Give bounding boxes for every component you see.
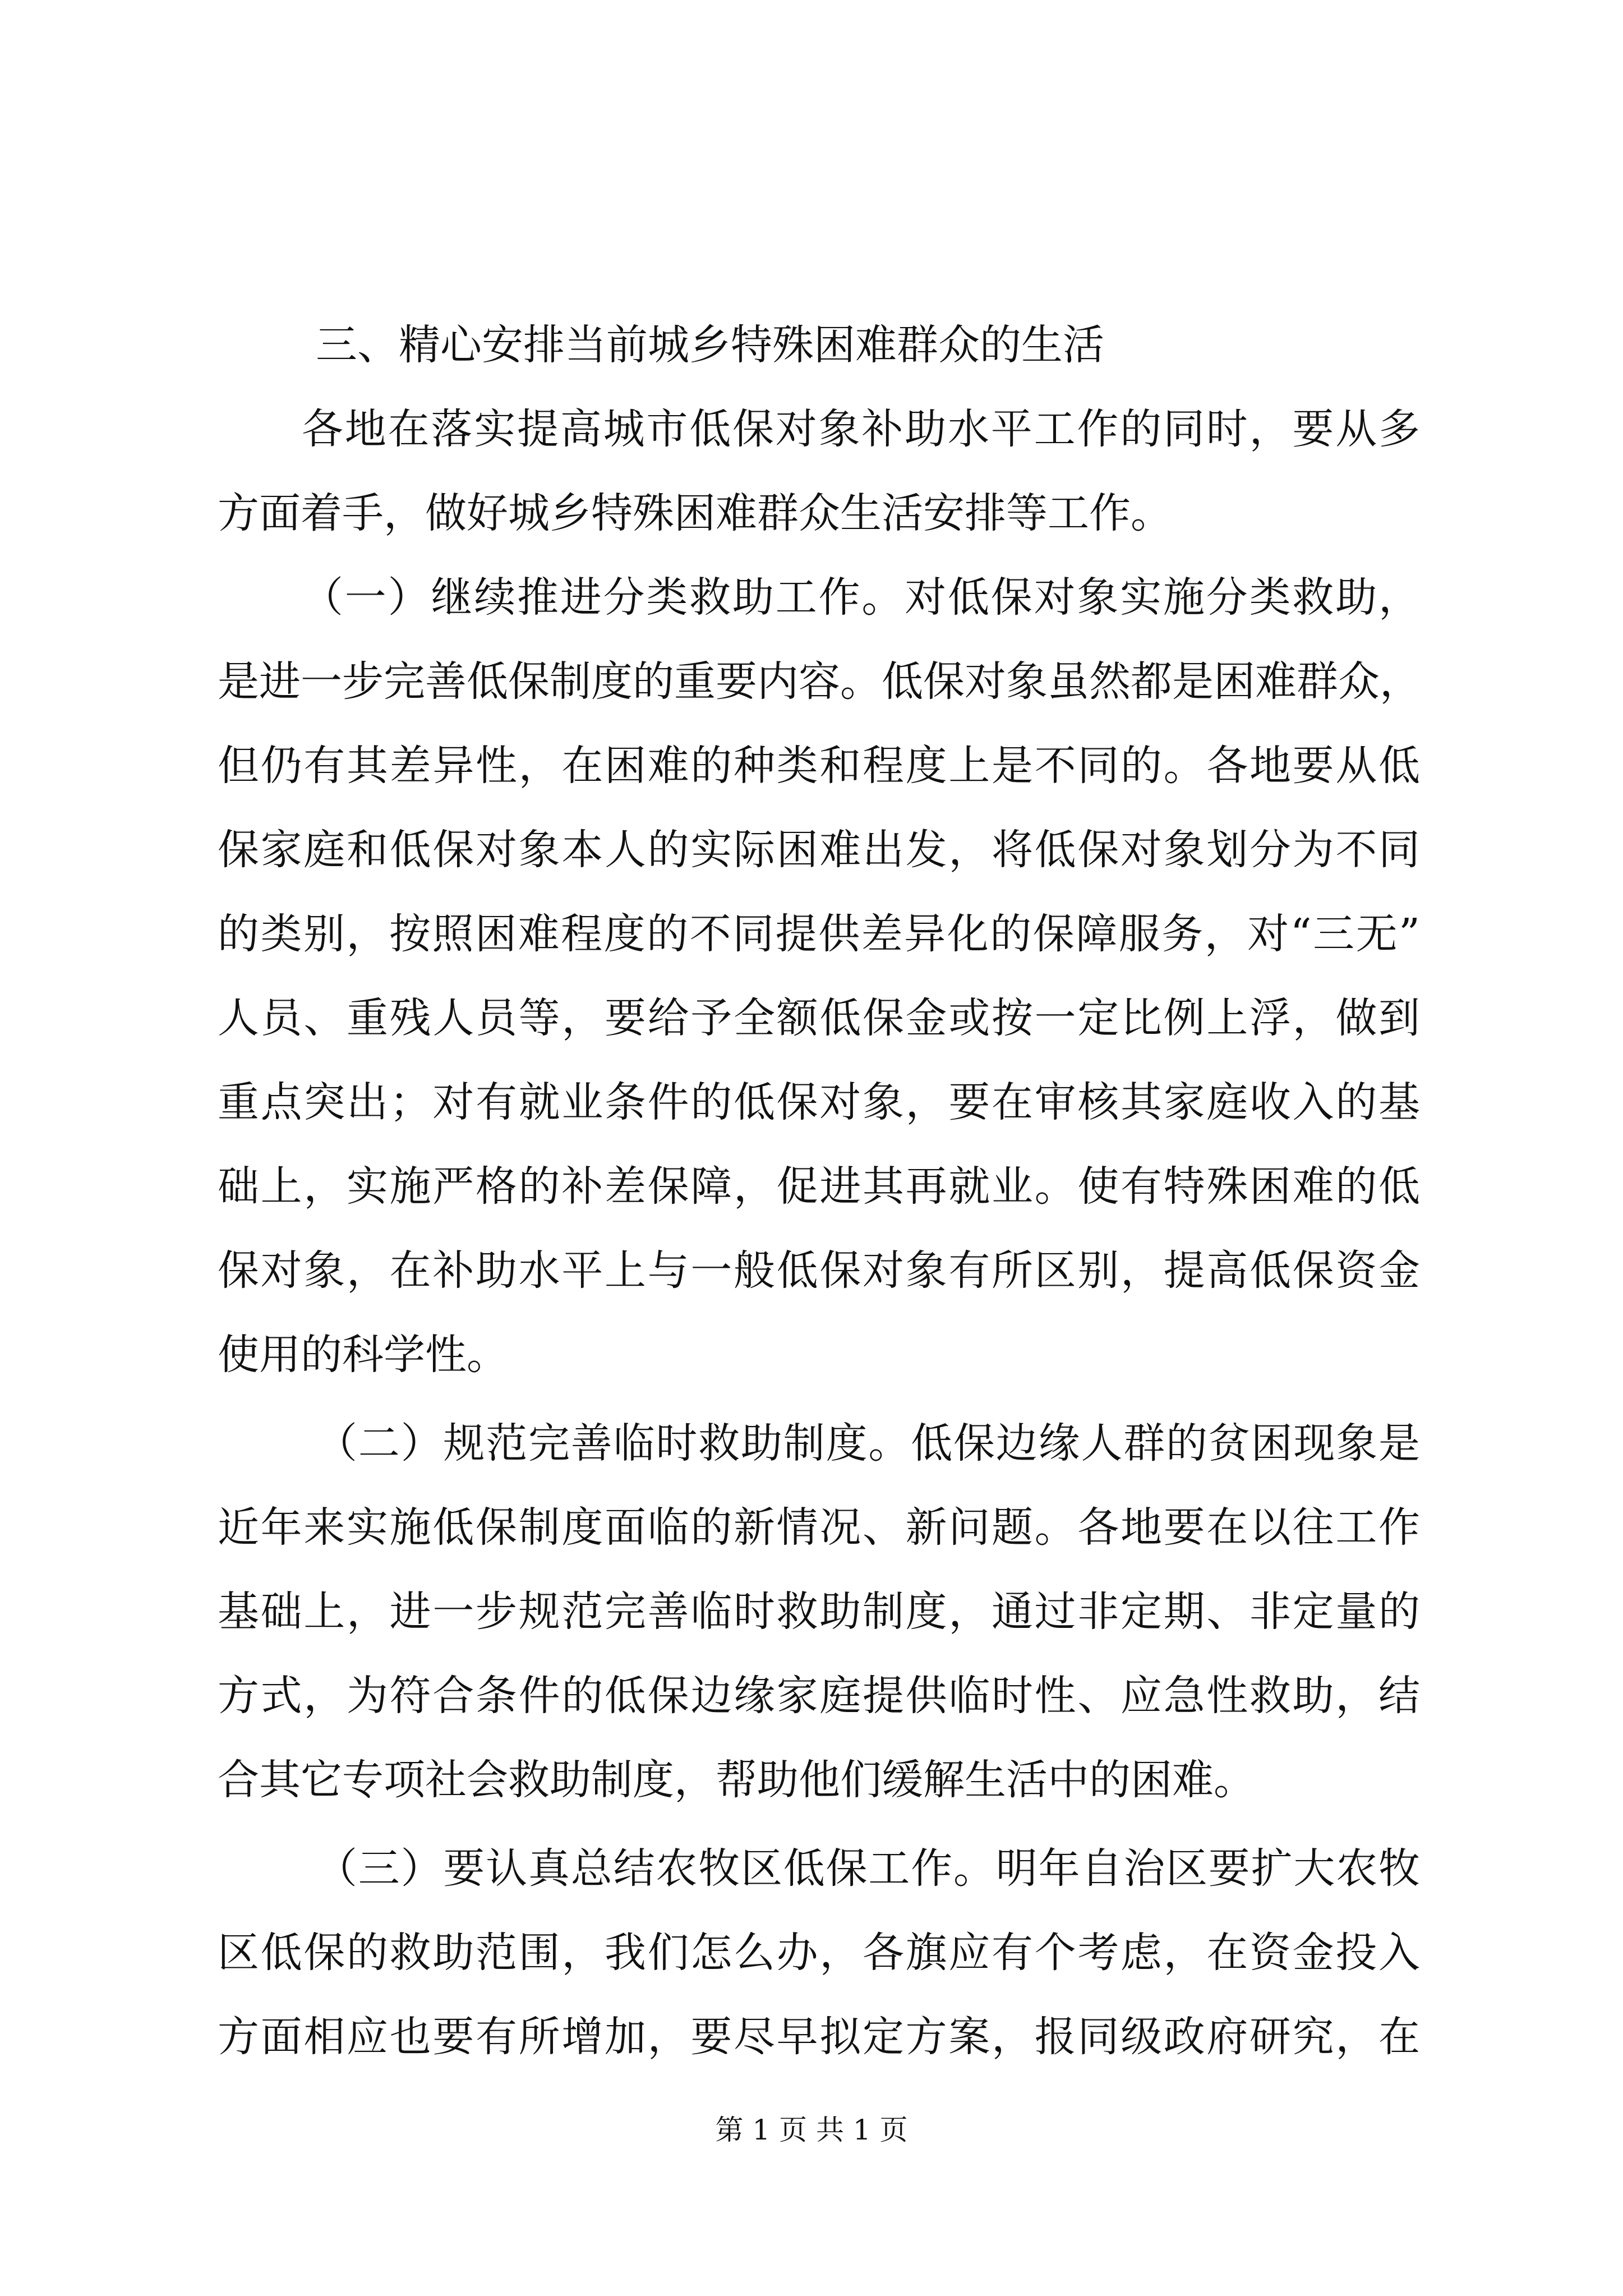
paragraph-line: 础上，实施严格的补差保障，促进其再就业。使有特殊困难的低: [218, 1162, 1420, 1211]
paragraph-line: 保对象，在补助水平上与一般低保对象有所区别，提高低保资金: [218, 1246, 1420, 1295]
page-number: 第 1 页 共 1 页: [715, 2114, 908, 2146]
paragraph-line: 人员、重残人员等，要给予全额低保金或按一定比例上浮，做到: [218, 994, 1420, 1042]
paragraph-line: 方式，为符合条件的低保边缘家庭提供临时性、应急性救助，结: [218, 1672, 1420, 1720]
paragraph-line: （三）要认真总结农牧区低保工作。明年自治区要扩大农牧: [316, 1844, 1420, 1893]
paragraph-line: 合其它专项社会救助制度，帮助他们缓解生活中的困难。: [218, 1756, 1255, 1804]
paragraph-line: 方面着手，做好城乡特殊困难群众生活安排等工作。: [218, 489, 1172, 537]
paragraph-line: 保家庭和低保对象本人的实际困难出发，将低保对象划分为不同: [218, 826, 1420, 874]
paragraph-line: 的类别，按照困难程度的不同提供差异化的保障服务，对“三无”: [218, 910, 1420, 958]
paragraph-line: （一）继续推进分类救助工作。对低保对象实施分类救助，: [302, 573, 1420, 622]
section-heading: 三、精心安排当前城乡特殊困难群众的生活: [316, 321, 1104, 369]
paragraph-line: （二）规范完善临时救助制度。低保边缘人群的贫困现象是: [316, 1419, 1420, 1467]
paragraph-line: 近年来实施低保制度面临的新情况、新问题。各地要在以往工作: [218, 1503, 1420, 1552]
paragraph-line: 是进一步完善低保制度的重要内容。低保对象虽然都是困难群众，: [218, 657, 1421, 706]
paragraph-line: 但仍有其差异性，在困难的种类和程度上是不同的。各地要从低: [218, 742, 1420, 790]
page-footer: [0, 2110, 1623, 2150]
paragraph-line: 重点突出；对有就业条件的低保对象，要在审核其家庭收入的基: [218, 1078, 1420, 1126]
paragraph-line: 使用的科学性。: [218, 1331, 508, 1379]
paragraph-line: 区低保的救助范围，我们怎么办，各旗应有个考虑，在资金投入: [218, 1929, 1420, 1977]
paragraph-line: 各地在落实提高城市低保对象补助水平工作的同时，要从多: [302, 405, 1420, 453]
paragraph-line: 基础上，进一步规范完善临时救助制度，通过非定期、非定量的: [218, 1588, 1420, 1636]
paragraph-line: 方面相应也要有所增加，要尽早拟定方案，报同级政府研究，在: [218, 2013, 1420, 2061]
document-body: [218, 303, 1420, 2079]
